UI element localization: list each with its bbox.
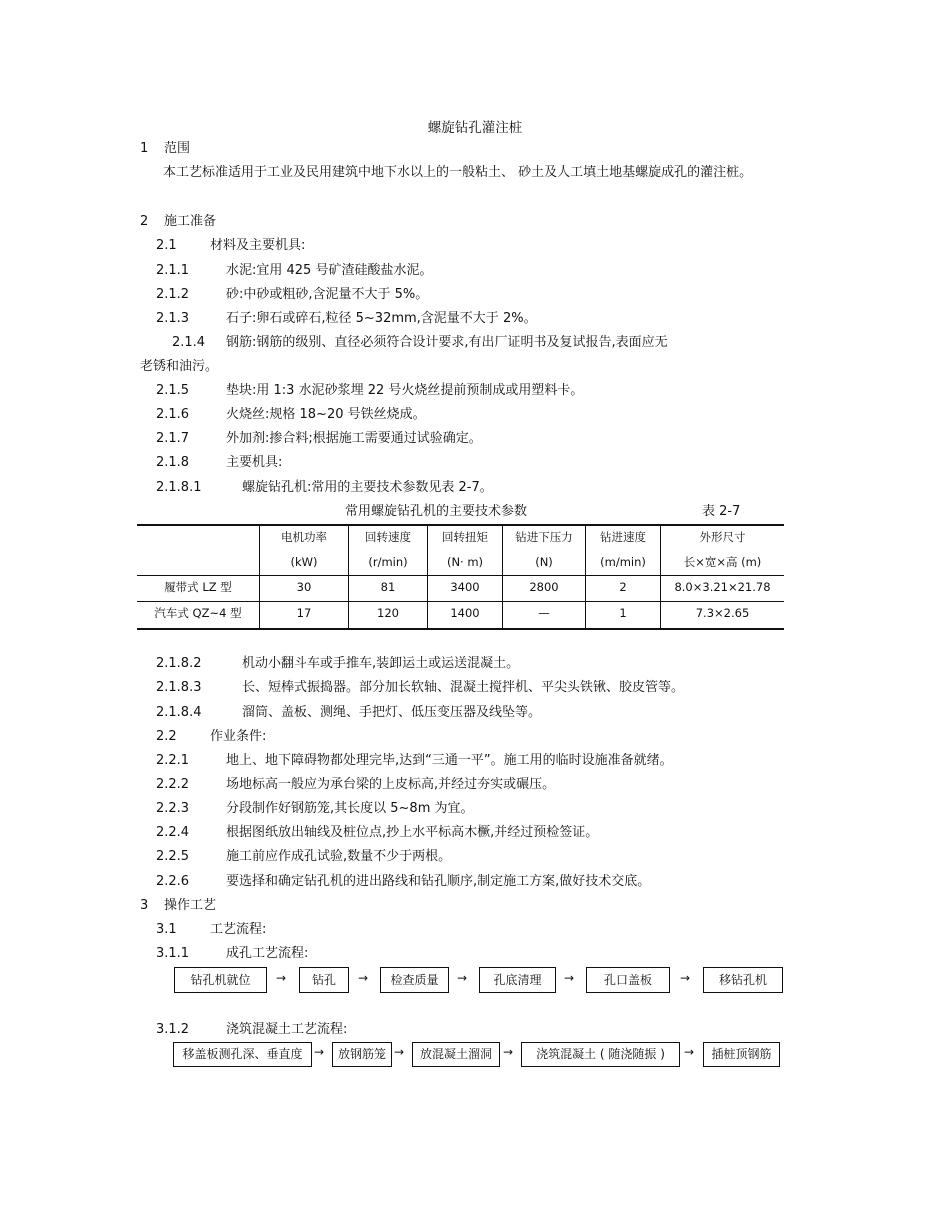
item-label: 材料及主要机具: — [210, 238, 306, 253]
item-2-1-8-4 — [156, 705, 541, 721]
item-label: 主要机具: — [226, 455, 283, 470]
scope-paragraph — [140, 162, 790, 184]
section-label: 施工准备 — [164, 214, 217, 229]
item-label: 石子:卵石或碎石,粒径 5~32mm,含泥量不大于 2%。 — [226, 311, 537, 326]
item-2-1-8-2 — [156, 656, 519, 672]
item-number: 2.1.6 — [156, 407, 190, 422]
table-cell: 1 — [619, 606, 627, 620]
item-label: 垫块:用 1:3 水泥砂浆埋 22 号火烧丝提前预制成或用塑料卡。 — [226, 383, 584, 398]
item-number: 2.1.7 — [156, 431, 190, 446]
item-number: 2.1.8 — [156, 455, 190, 470]
flow-arrow: → — [457, 971, 468, 985]
item-2-1 — [156, 238, 305, 254]
table-cell: 3400 — [450, 580, 480, 594]
table-cell: 8.0×3.21×21.78 — [674, 580, 771, 594]
table-cell: 30 — [296, 580, 312, 594]
item-3-1-1 — [156, 946, 308, 962]
item-2-1-2 — [156, 287, 428, 303]
table-cell: 7.3×2.65 — [695, 606, 750, 620]
item-2-1-8 — [156, 455, 282, 471]
item-label: 浇筑混凝土工艺流程: — [226, 1022, 348, 1037]
item-number: 3.1.2 — [156, 1022, 190, 1037]
table-header-unit: (N· m) — [446, 555, 484, 569]
item-label: 要选择和确定钻孔机的进出路线和钻孔顺序,制定施工方案,做好技术交底。 — [226, 874, 651, 889]
table-header-unit: (m/min) — [600, 555, 646, 569]
flow-step-box: 钻孔机就位 — [174, 967, 267, 993]
item-number: 2.1 — [156, 238, 177, 253]
item-number: 2.2.2 — [156, 777, 190, 792]
table-caption: 常用螺旋钻孔机的主要技术参数 — [345, 504, 528, 519]
item-number: 2.2 — [156, 729, 177, 744]
flow-arrow: → — [394, 1045, 405, 1059]
table-cell: 2800 — [529, 580, 559, 594]
flow-step-box: 插桩顶钢筋 — [703, 1042, 780, 1067]
flow-step-box: 孔底清理 — [479, 967, 556, 993]
item-number: 2.2.3 — [156, 801, 190, 816]
section-2-heading — [140, 214, 216, 230]
flow-step-box: 钻孔 — [299, 967, 349, 993]
section-label: 操作工艺 — [164, 898, 217, 913]
item-label: 螺旋钻孔机:常用的主要技术参数见表 2-7。 — [242, 480, 493, 495]
table-header-unit: (r/min) — [368, 555, 408, 569]
table-cell: — — [538, 606, 550, 620]
flow-arrow: → — [503, 1045, 514, 1059]
table-header-cell: 回转扭矩 — [442, 530, 488, 544]
section-number: 2 — [140, 214, 149, 229]
table-row-label: 汽车式 QZ~4 型 — [154, 606, 242, 620]
parameter-table — [137, 524, 784, 630]
item-2-1-4 — [172, 335, 668, 351]
table-number: 表 2-7 — [702, 504, 741, 519]
item-3-1-2 — [156, 1022, 347, 1038]
item-2-2-3 — [156, 801, 474, 817]
item-2-1-8-3 — [156, 680, 684, 696]
section-3-heading — [140, 898, 216, 914]
table-top-rule — [137, 524, 784, 526]
item-number: 2.1.8.3 — [156, 680, 202, 695]
table-header-cell: 钻进下压力 — [515, 530, 573, 544]
table-header-cell: 回转速度 — [365, 530, 411, 544]
table-header-cell: 电机功率 — [281, 530, 327, 544]
item-label: 地上、地下障碍物都处理完毕,达到“三通一平”。施工用的临时设施准备就绪。 — [226, 753, 673, 768]
item-label: 分段制作好钢筋笼,其长度以 5~8m 为宜。 — [226, 801, 474, 816]
item-label: 钢筋:钢筋的级别、直径必须符合设计要求,有出厂证明书及复试报告,表面应无 — [226, 335, 668, 350]
table-header-unit: (N) — [535, 555, 553, 569]
item-number: 2.2.5 — [156, 849, 190, 864]
table-cell: 120 — [377, 606, 399, 620]
item-number: 2.2.1 — [156, 753, 190, 768]
flow-arrow: → — [680, 971, 691, 985]
flow-step-box: 孔口盖板 — [586, 967, 670, 993]
item-2-2-5 — [156, 849, 451, 865]
section-number: 3 — [140, 898, 149, 913]
item-2-1-3 — [156, 311, 537, 327]
flow-arrow: → — [564, 971, 575, 985]
flow-step-box: 移盖板测孔深、垂直度 — [173, 1042, 312, 1067]
table-header-unit: 长×宽×高 (m) — [683, 555, 762, 569]
item-2-2 — [156, 729, 266, 745]
item-label: 溜筒、盖板、测绳、手把灯、低压变压器及线坠等。 — [242, 705, 542, 720]
table-bottom-rule — [137, 628, 784, 630]
item-number: 2.1.8.2 — [156, 656, 202, 671]
flow-arrow: → — [276, 971, 287, 985]
item-number: 2.1.4 — [172, 335, 206, 350]
table-row-rule — [137, 601, 784, 602]
item-label: 工艺流程: — [210, 922, 267, 937]
section-label: 范围 — [164, 141, 191, 156]
table-row-label: 履带式 LZ 型 — [164, 580, 232, 594]
item-number: 3.1 — [156, 922, 177, 937]
table-cell: 17 — [296, 606, 312, 620]
item-number: 2.1.8.1 — [156, 480, 202, 495]
table-header-cell: 钻进速度 — [600, 530, 646, 544]
item-number: 3.1.1 — [156, 946, 190, 961]
item-label: 场地标高一般应为承台梁的上皮标高,并经过夯实或碾压。 — [226, 777, 556, 792]
item-number: 2.1.2 — [156, 287, 190, 302]
item-number: 2.1.3 — [156, 311, 190, 326]
section-1-heading — [140, 141, 190, 157]
flow-arrow: → — [358, 971, 369, 985]
item-label: 外加剂:掺合料;根据施工需要通过试验确定。 — [226, 431, 482, 446]
item-label: 成孔工艺流程: — [226, 946, 309, 961]
item-label: 长、短棒式振捣器。部分加长软轴、混凝土搅拌机、平尖头铁锹、胶皮管等。 — [242, 680, 685, 695]
item-2-2-4 — [156, 825, 598, 841]
table-cell: 81 — [380, 580, 396, 594]
table-header-unit: (kW) — [290, 555, 318, 569]
item-label: 作业条件: — [210, 729, 267, 744]
item-2-2-6 — [156, 874, 650, 890]
item-2-1-6 — [156, 407, 426, 423]
scope-text: 本工艺标准适用于工业及民用建筑中地下水以上的一般粘土、 砂土及人工填土地基螺旋成孔的灌注桩。 — [163, 165, 753, 180]
table-cell: 2 — [619, 580, 627, 594]
flow-arrow: → — [314, 1045, 325, 1059]
flow-step-box: 放钢筋笼 — [332, 1042, 392, 1067]
item-label: 施工前应作成孔试验,数量不少于两根。 — [226, 849, 452, 864]
item-2-1-8-1 — [156, 480, 493, 496]
section-number: 1 — [140, 141, 149, 156]
table-cell: 1400 — [450, 606, 480, 620]
item-number: 2.1.8.4 — [156, 705, 202, 720]
item-3-1 — [156, 922, 266, 938]
flow-step-box: 检查质量 — [380, 967, 449, 993]
item-2-2-2 — [156, 777, 555, 793]
item-label: 根据图纸放出轴线及桩位点,抄上水平标高木橛,并经过预检签证。 — [226, 825, 599, 840]
flow-step-box: 放混凝土溜洞 — [412, 1042, 500, 1067]
item-2-1-5 — [156, 383, 583, 399]
flow-step-box: 移钻孔机 — [703, 967, 783, 993]
item-2-1-4-continued: 老锈和油污。 — [140, 359, 219, 374]
table-header-cell: 外形尺寸 — [699, 530, 746, 544]
page-title: 螺旋钻孔灌注桩 — [427, 120, 523, 136]
table-header-rule — [137, 575, 784, 576]
item-number: 2.1.5 — [156, 383, 190, 398]
flow-arrow: → — [684, 1045, 695, 1059]
item-2-1-1 — [156, 263, 432, 279]
item-2-2-1 — [156, 753, 673, 769]
item-label: 水泥:宜用 425 号矿渣硅酸盐水泥。 — [226, 263, 433, 278]
item-number: 2.2.4 — [156, 825, 190, 840]
item-label: 机动小翻斗车或手推车,装卸运土或运送混凝土。 — [242, 656, 520, 671]
item-2-1-7 — [156, 431, 482, 447]
item-label: 火烧丝:规格 18~20 号铁丝烧成。 — [226, 407, 426, 422]
item-number: 2.2.6 — [156, 874, 190, 889]
flow-step-box: 浇筑混凝土 ( 随浇随振 ) — [521, 1042, 680, 1067]
item-label: 砂:中砂或粗砂,含泥量不大于 5%。 — [226, 287, 429, 302]
item-number: 2.1.1 — [156, 263, 190, 278]
